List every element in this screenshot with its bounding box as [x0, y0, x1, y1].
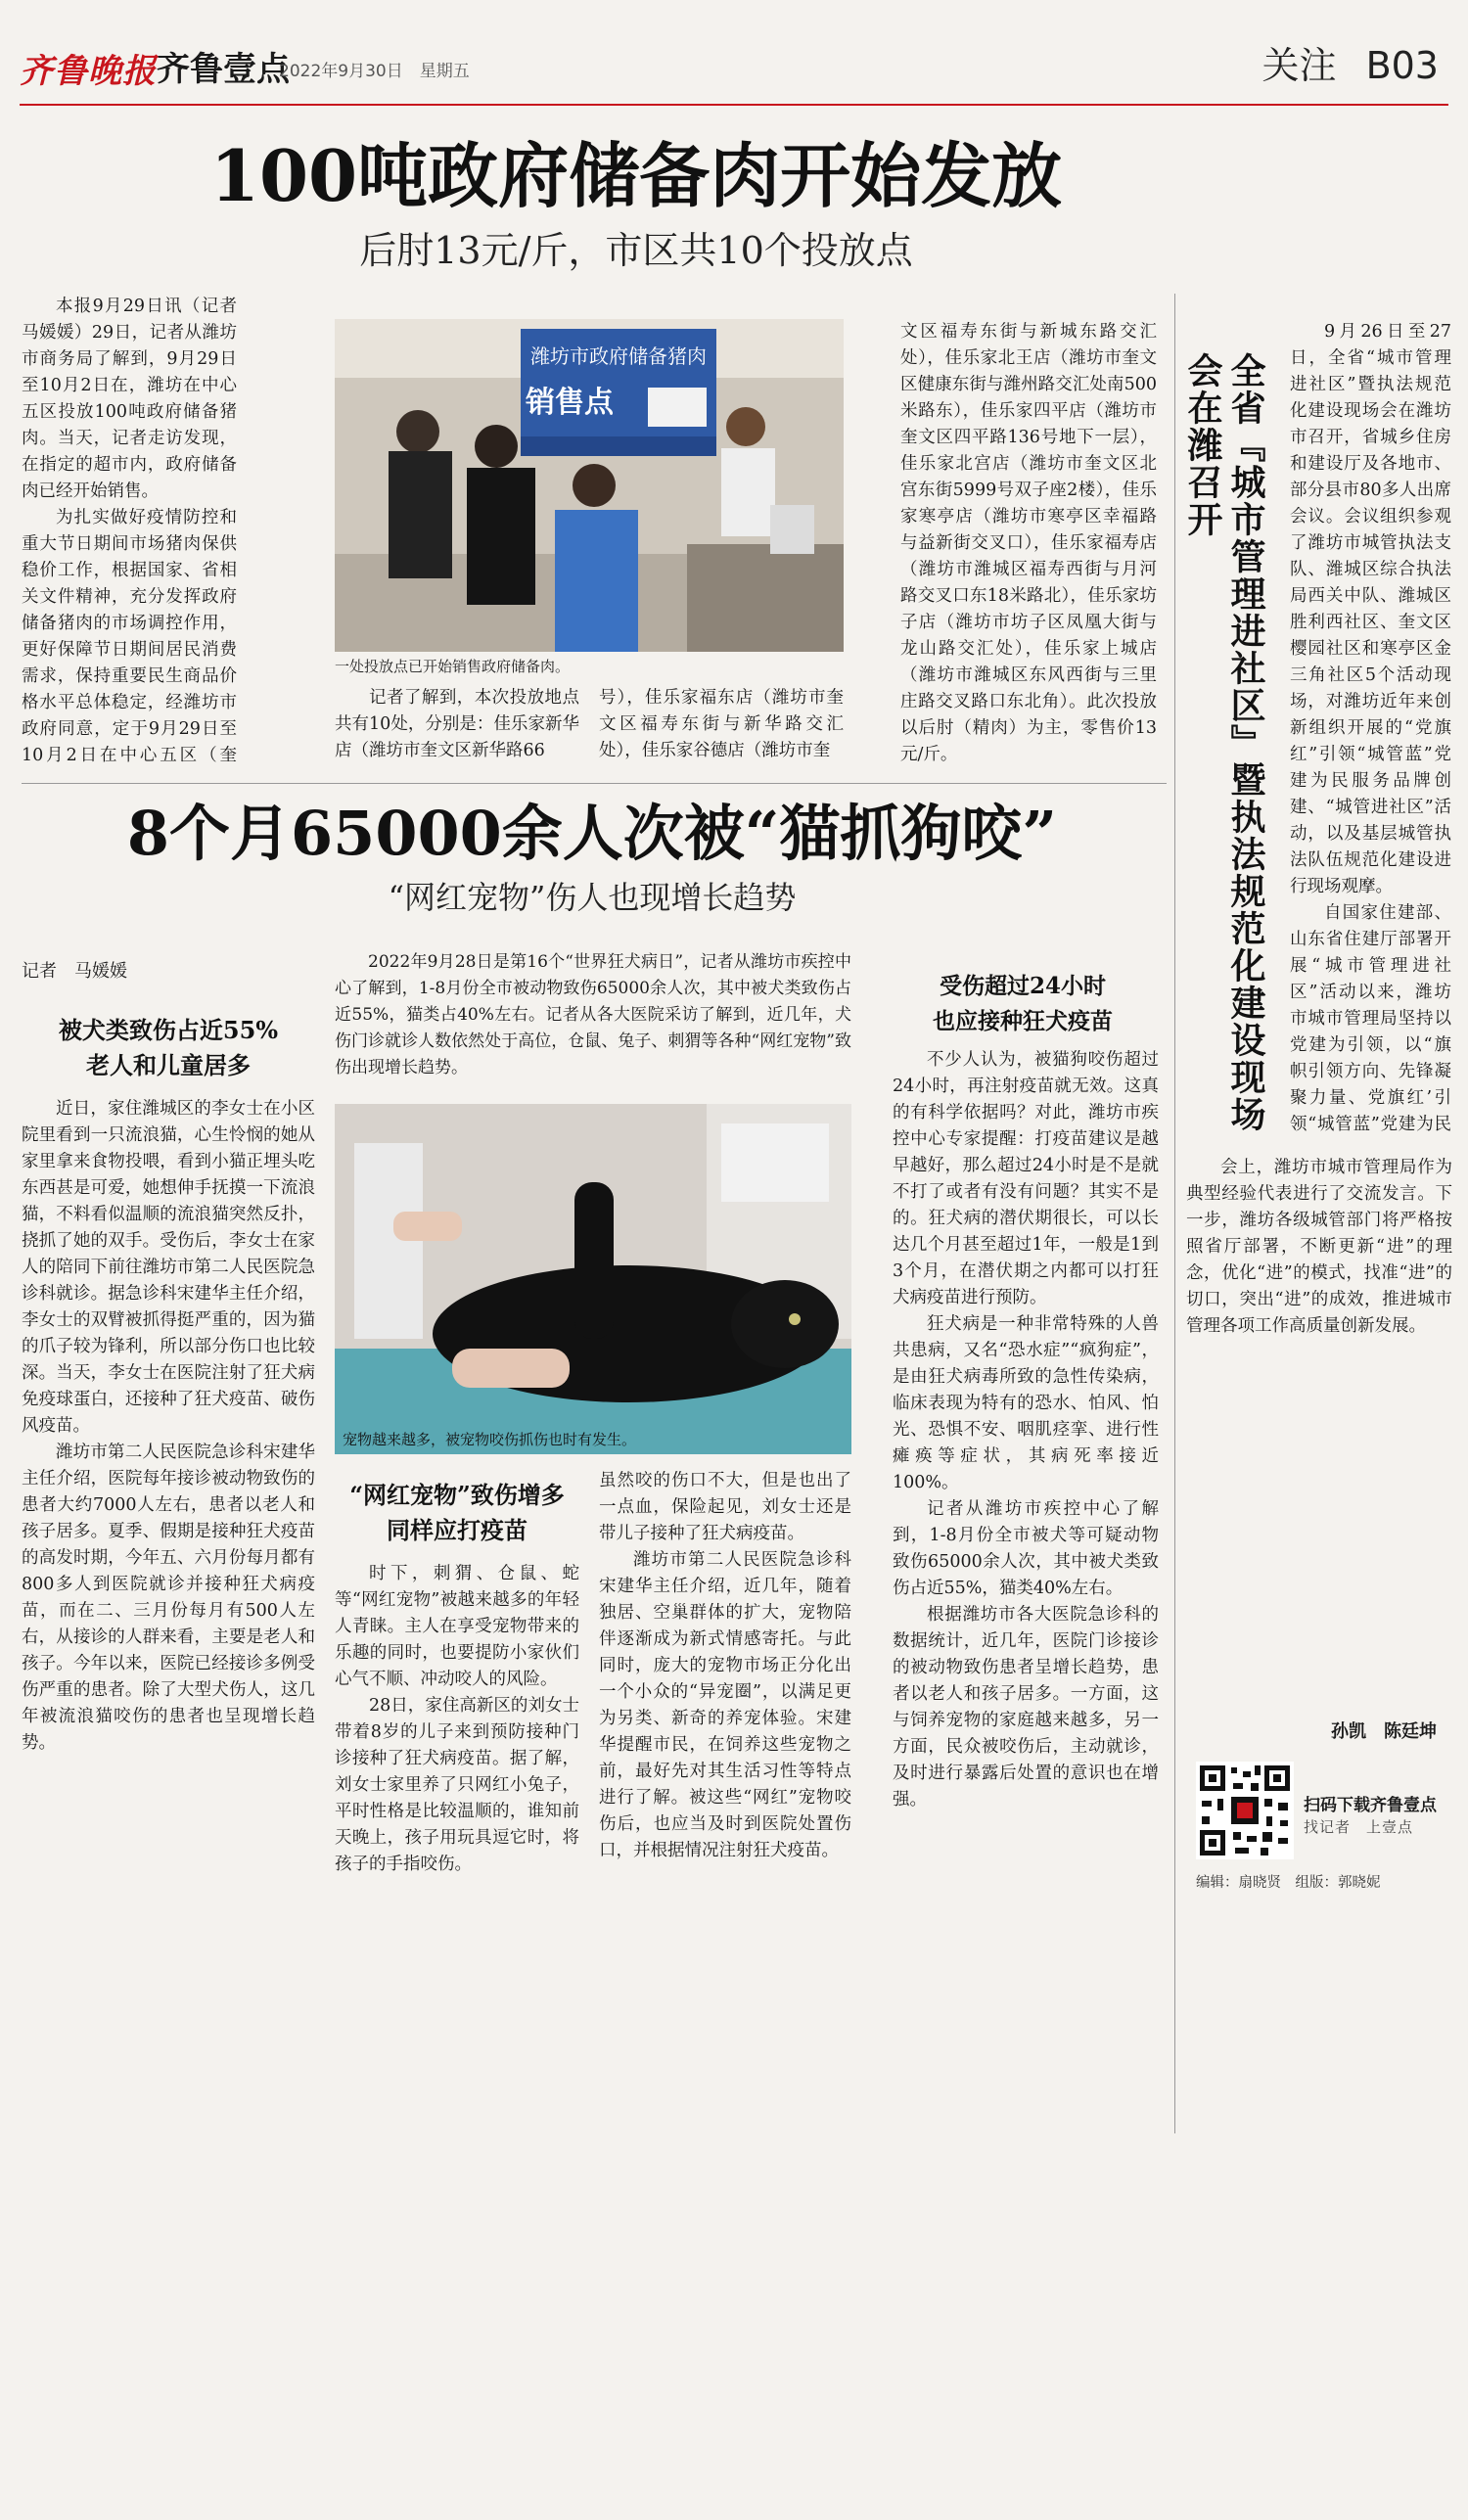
- meat-counter-photo: [335, 319, 844, 652]
- article3-col4: [893, 1047, 1159, 2192]
- article2-col-a: [1290, 319, 1451, 1141]
- article3-photo-caption: 宠物越来越多，被宠物咬伤抓伤也时有发生。: [343, 1431, 637, 1448]
- cat-vet-photo: [335, 1104, 851, 1454]
- article1-photo: [335, 319, 844, 652]
- paragraph: 28日，家住高新区的刘女士带着8岁的儿子来到预防接种门诊接种了狂犬病疫苗。据了解，刘女士家里养了只网红小兔子，平时性格是比较温顺的，谁知前天晚上，孩子用玩具逗它时，将孩子的手指咬伤。: [335, 1696, 579, 1874]
- article1-col3: [599, 685, 844, 768]
- article3-col3: [599, 1468, 851, 2192]
- article3-subheadline: “网红宠物”伤人也现增长趋势: [388, 879, 797, 916]
- paragraph: 时下，刺猬、仓鼠、蛇等“网红宠物”被越来越多的年轻人青睐。主人在享受宠物带来的乐趣的同时，也要提防小家伙们心气不顺、冲动咬人的风险。: [335, 1564, 579, 1689]
- paragraph: 潍坊市第二人民医院急诊科宋建华主任介绍，近几年，随着独居、空巢群体的扩大，宠物陪伴逐渐成为新式情感寄托。与此同时，庞大的宠物市场正分化出一个小众的“异宠圈”，以满足更为另类、新奇的养宠体验。宋建华提醒市民，在饲养这些宠物之前，最好先对其生活习性等特点进行了解。被这些“网红”宠物咬伤后，也应当及时到医院处置伤口，并根据情况注射狂犬疫苗。: [599, 1550, 851, 1860]
- section1-title: [22, 1013, 315, 1083]
- article1-headline: 100吨政府储备肉开始发放: [209, 134, 1063, 217]
- article3-col2: [335, 1561, 579, 2192]
- paragraph: 狂犬病是一种非常特殊的人兽共患病，又名“恐水症”“疯狗症”，是由狂犬病毒所致的急性传染病，临床表现为特有的恐水、怕风、怕光、恐惧不安、咽肌痉挛、进行性瘫痪等症状，其病死率接近100%。: [893, 1314, 1159, 1492]
- section1-title-line2: 老人和儿童居多: [86, 1051, 251, 1079]
- paragraph: 为扎实做好疫情防控和重大节日期间市场猪肉保供稳价工作，根据国家、省相关文件精神，充分发挥政府储备猪肉的市场调控作用，更好保障节日期间居民消费需求，保持重要民生商品价格水平总体稳定，经潍坊市政府同意，定于9月29日至10月2日在中心五区（奎: [22, 508, 237, 763]
- article1-photo-caption: 一处投放点已开始销售政府储备肉。: [335, 658, 571, 675]
- section2-title: [335, 1478, 579, 1548]
- article2-byline: 孙凯 陈廷坤: [1331, 1721, 1437, 1742]
- paragraph: 根据潍坊市各大医院急诊科的数据统计，近几年，医院门诊接诊的被动物致伤患者呈增长趋势，患者以老人和孩子居多。一方面，这与饲养宠物的家庭越来越多，另一方面，民众被咬伤后，主动就诊，及时进行暴露后处置的意识也在增强。: [893, 1605, 1159, 1810]
- section-name: 关注: [1262, 44, 1337, 87]
- photo-sign-text: 潍坊市政府储备猪肉: [530, 344, 707, 368]
- paragraph: 2022年9月28日是第16个“世界狂犬病日”，记者从潍坊市疾控中心了解到，1-8月份全市被动物致伤65000余人次，其中被犬类致伤占近55%，猫类占40%左右。记者从各大医院采访了解到，近几年，犬伤门诊就诊人数依然处于高位，仓鼠、兔子、刺猬等各种“网红宠物”致伤出现增长趋势。: [335, 952, 851, 1077]
- section3-title-line2: 也应接种狂犬疫苗: [933, 1008, 1113, 1034]
- article3-photo: [335, 1104, 851, 1454]
- article3-reporter: 记者 马媛媛: [22, 961, 127, 982]
- section-rule: [22, 783, 1167, 784]
- qr-code-icon: [1196, 1762, 1294, 1859]
- qr-sublabel: 找记者 上壹点: [1304, 1818, 1414, 1836]
- article2-vertical-title: 全省『城市管理进社区』暨执法规范化建设现场会在潍召开: [1182, 352, 1266, 1133]
- article1-subheadline: 后肘13元/斤，市区共10个投放点: [359, 229, 913, 272]
- qr-code[interactable]: [1196, 1762, 1294, 1859]
- page-section-number: [1262, 35, 1439, 89]
- page-number: B03: [1365, 44, 1439, 87]
- article1-col1: [22, 294, 237, 763]
- section2-title-line1: “网红宠物”致伤增多: [349, 1481, 565, 1509]
- paragraph: 9月26日至27日，全省“城市管理进社区”暨执法规范化建设现场会在潍坊市召开，省城乡住房和建设厅及各地市、部分县市80多人出席会议。会议组织参观了潍坊市城管执法支队、潍城区综合执法局西关中队、潍城区胜利西社区、奎文区樱园社区和寒亭区金三角社区5个活动现场，对潍坊近年来创新组织开展的“党旗红”引领“城管蓝”党建为民服务品牌创建、“城管进社区”活动，以及基层城管执法队伍规范化建设进行现场观摩。: [1290, 322, 1451, 896]
- section1-title-line1: 被犬类致伤占近55%: [58, 1016, 279, 1044]
- photo-sign-text-2: 销售点: [526, 386, 614, 420]
- editor-credit: 编辑：扇晓贤 组版：郭晓妮: [1196, 1875, 1381, 1891]
- section3-title: [891, 969, 1155, 1039]
- masthead-rule: [20, 104, 1448, 106]
- paragraph: 本报9月29日讯（记者 马媛媛）29日，记者从潍坊市商务局了解到，9月29日至10月2日在，潍坊在中心五区投放100吨政府储备猪肉。当天，记者走访发现，在指定的超市内，政府储备肉已经开始销售。: [22, 297, 237, 501]
- section2-title-line2: 同样应打疫苗: [387, 1516, 528, 1544]
- section3-title-line1: 受伤超过24小时: [939, 973, 1106, 999]
- paragraph: 会上，潍坊市城市管理局作为典型经验代表进行了交流发言。下一步，潍坊各级城管部门将严格按照省厅部署，不断更新“进”的理念，优化“进”的模式，找准“进”的切口，突出“进”的成效，推进城市管理各项工作高质量创新发展。: [1186, 1158, 1452, 1336]
- paper-logo: 齐鲁晚报: [20, 52, 157, 91]
- article3-lead: [335, 949, 851, 1086]
- brand-logo: 齐鲁壹点: [157, 50, 290, 89]
- issue-date: 2022年9月30日 星期五: [279, 62, 470, 81]
- article3-col1: [22, 1096, 315, 2192]
- article1-col4: [900, 319, 1157, 769]
- paragraph: 记者从潍坊市疾控中心了解到，1-8月份全市被犬等可疑动物致伤65000余人次，其中被犬类致伤占近55%，猫类40%左右。: [893, 1499, 1159, 1598]
- paragraph: 文区福寿东街与新城东路交汇处），佳乐家北王店（潍坊市奎文区健康东街与潍州路交汇处南500米路东），佳乐家四平店（潍坊市奎文区四平路136号地下一层），佳乐家北宫店（潍坊市奎文区北宫东街5999号双子座2楼），佳乐家寒亭店（潍坊市寒亭区幸福路与益新街交叉口），佳乐家福寿店（潍坊市潍城区福寿西街与月河路交叉口东18米路北），佳乐家坊子店（潍坊市坊子区凤凰大街与龙山路交汇处），佳乐家上城店（潍坊市潍城区东风西街与三里庄路交叉路口东北角）。此次投放以后肘（精肉）为主，零售价13元/斤。: [900, 322, 1157, 764]
- article3-headline: 8个月65000余人次被“猫抓狗咬”: [126, 798, 1058, 869]
- column-rule: [1174, 294, 1175, 2133]
- paragraph: 号），佳乐家福东店（潍坊市奎文区福寿东街与新华路交汇处），佳乐家谷德店（潍坊市奎: [599, 688, 844, 760]
- paragraph: 潍坊市第二人民医院急诊科宋建华主任介绍，医院每年接诊被动物致伤的患者大约7000人左右，患者以老人和孩子居多。夏季、假期是接种狂犬疫苗的高发时期，今年五、六月份每月都有800多人到医院就诊并接种狂犬病疫苗，而在二、三月份每月有500人左右，从接诊的人群来看，主要是老人和孩子。今年以来，医院已经接诊多例受伤严重的患者。除了大型犬伤人，这几年被流浪猫咬伤的患者也呈现增长趋势。: [22, 1443, 315, 1753]
- qr-label: 扫码下载齐鲁壹点: [1304, 1796, 1437, 1815]
- article2-col-b: [1186, 1155, 1452, 1727]
- paragraph: 近日，家住潍城区的李女士在小区院里看到一只流浪猫，心生怜悯的她从家里拿来食物投喂，看到小猫正埋头吃东西甚是可爱，她想伸手抚摸一下流浪猫，不料看似温顺的流浪猫突然反扑，挠抓了她的双手。受伤后，李女士在家人的陪同下前往潍坊市第二人民医院急诊科就诊。据急诊科宋建华主任介绍，李女士的双臂被抓得挺严重的，因为猫的爪子较为锋利，所以部分伤口也比较深。当天，李女士在医院注射了狂犬病免疫球蛋白，还接种了狂犬疫苗、破伤风疫苗。: [22, 1099, 315, 1436]
- paragraph: 虽然咬的伤口不大，但是也出了一点血，保险起见，刘女士还是带儿子接种了狂犬病疫苗。: [599, 1471, 851, 1543]
- paragraph: 不少人认为，被猫狗咬伤超过24小时，再注射疫苗就无效。这真的有科学依据吗？对此，潍坊市疾控中心专家提醒：打疫苗建议是越早越好，那么超过24小时是不是就不打了或者有没有问题？其实不是的。狂犬病的潜伏期很长，可以长达几个月甚至超过1年，一般是1到3个月，在潜伏期之内都可以打狂犬病疫苗进行预防。: [893, 1050, 1159, 1307]
- article1-col2: [335, 685, 579, 768]
- paragraph: 记者了解到，本次投放地点共有10处，分别是：佳乐家新华店（潍坊市奎文区新华路66: [335, 688, 579, 760]
- paragraph: 自国家住建部、山东省住建厅部署开展“城市管理进社区”活动以来，潍坊市城市管理局坚持以党建为引领，以“旗帜引领方向、先锋凝聚力量、党旗红’引领“城管蓝”党建为民: [1290, 903, 1451, 1134]
